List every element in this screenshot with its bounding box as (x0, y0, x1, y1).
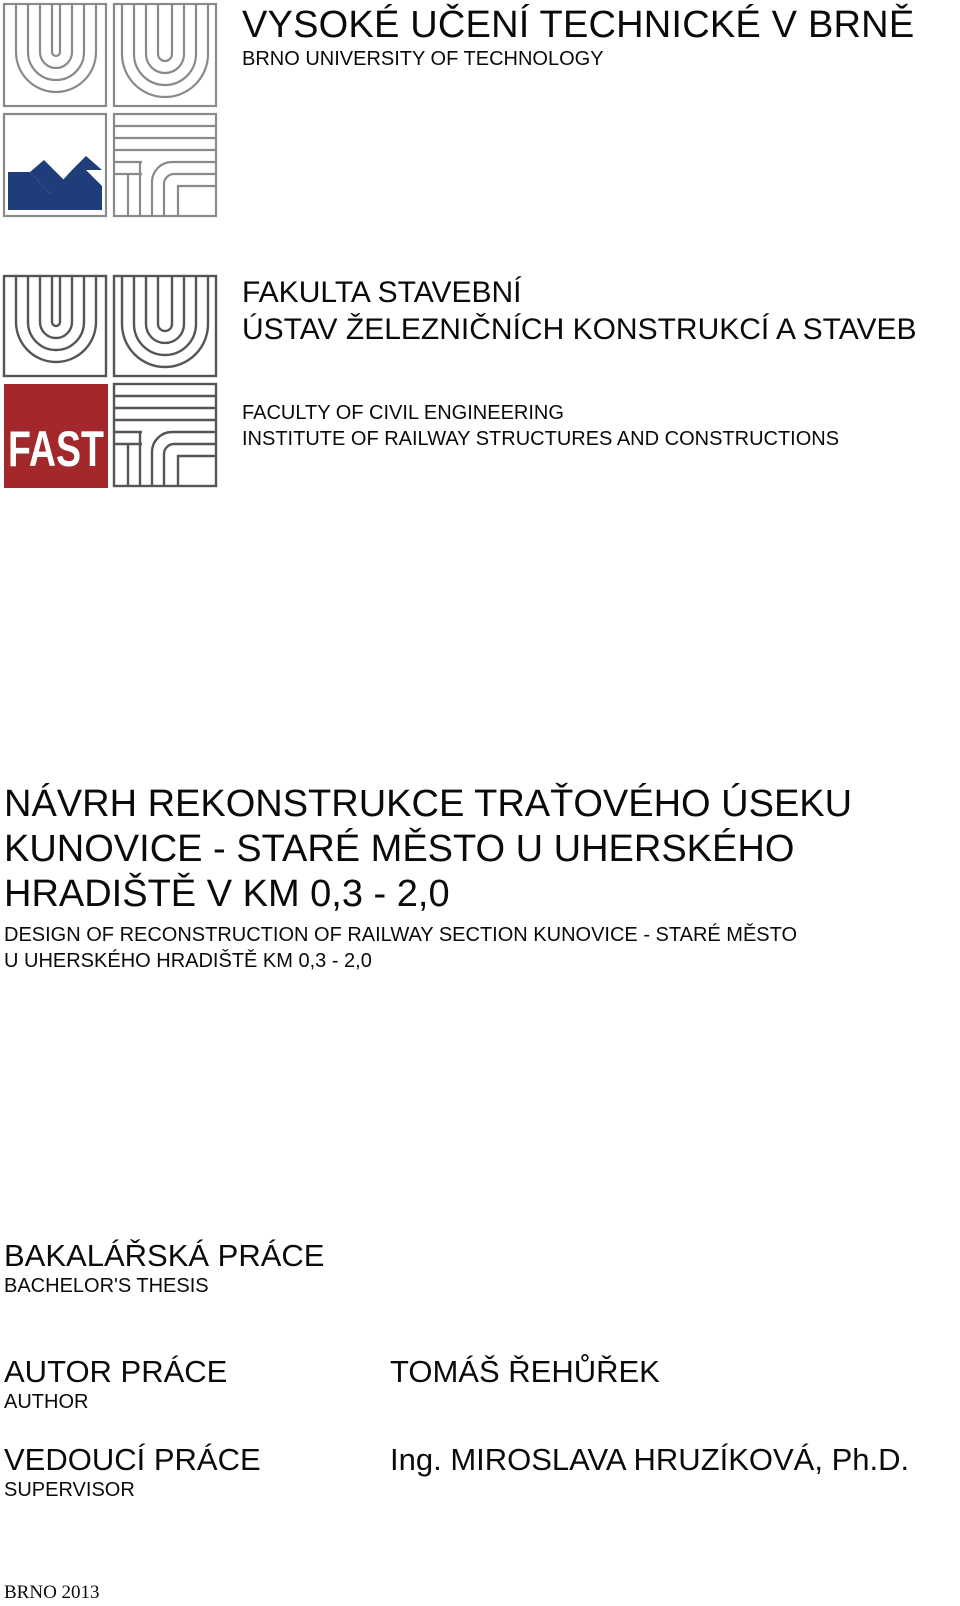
supervisor-label-en: SUPERVISOR (4, 1479, 135, 1501)
thesis-title-cz-line3: HRADIŠTĚ V KM 0,3 - 2,0 (4, 873, 450, 915)
supervisor-name: Ing. MIROSLAVA HRUZÍKOVÁ, Ph.D. (390, 1442, 910, 1477)
vut-logo (2, 2, 218, 218)
institute-name-en: INSTITUTE OF RAILWAY STRUCTURES AND CONSTRUCTIONS (242, 428, 840, 450)
author-name: TOMÁŠ ŘEHŮŘEK (390, 1354, 660, 1389)
institute-name-cz: ÚSTAV ŽELEZNIČNÍCH KONSTRUKCÍ A STAVEB (242, 313, 917, 346)
thesis-title-cz-line1: NÁVRH REKONSTRUKCE TRAŤOVÉHO ÚSEKU (4, 783, 853, 825)
fast-logo-text: FAST (8, 421, 104, 477)
place-year: BRNO 2013 (4, 1582, 100, 1603)
faculty-name-cz: FAKULTA STAVEBNÍ (242, 276, 522, 309)
fast-logo (2, 274, 218, 490)
university-name-en: BRNO UNIVERSITY OF TECHNOLOGY (242, 48, 604, 70)
thesis-title-en-line2: U UHERSKÉHO HRADIŠTĚ KM 0,3 - 2,0 (4, 950, 372, 972)
thesis-title-cz-line2: KUNOVICE - STARÉ MĚSTO U UHERSKÉHO (4, 828, 795, 870)
faculty-name-en: FACULTY OF CIVIL ENGINEERING (242, 402, 564, 424)
thesis-title-cz (4, 782, 852, 917)
thesis-title-en-line1: DESIGN OF RECONSTRUCTION OF RAILWAY SECTION KUNOVICE - STARÉ MĚSTO (4, 924, 798, 946)
author-label-en: AUTHOR (4, 1391, 89, 1413)
university-name-cz: VYSOKÉ UČENÍ TECHNICKÉ V BRNĚ (242, 4, 915, 46)
author-label-cz: AUTOR PRÁCE (4, 1354, 228, 1389)
supervisor-label-cz: VEDOUCÍ PRÁCE (4, 1442, 261, 1477)
thesis-title-en (4, 922, 797, 974)
thesis-type-cz: BAKALÁŘSKÁ PRÁCE (4, 1238, 325, 1273)
thesis-type-en: BACHELOR'S THESIS (4, 1275, 209, 1297)
